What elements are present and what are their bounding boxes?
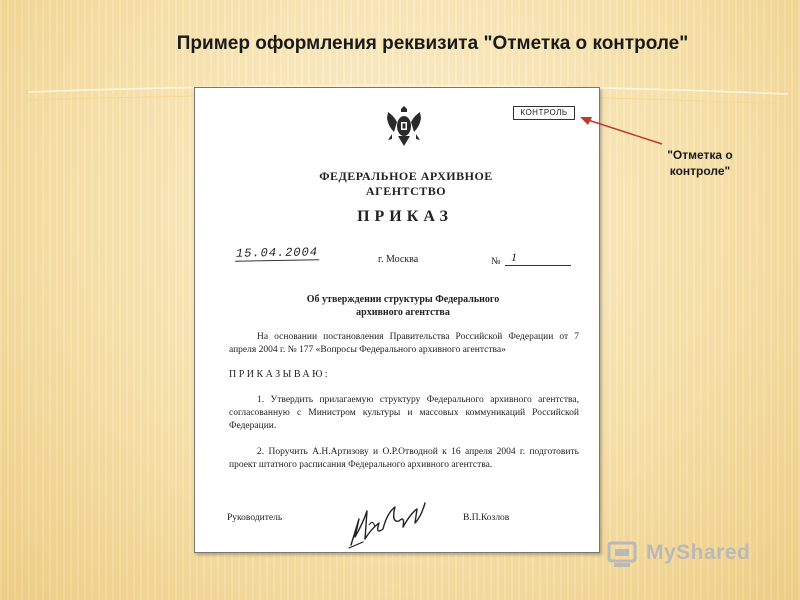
order-item-1: 1. Утвердить прилагаемую структуру Федерального архивного агентства, согласованную с Министром культуры и массовых коммуникаций Российской Федерации. xyxy=(229,395,579,431)
watermark-text: MyShared xyxy=(646,541,751,564)
number-sign: № xyxy=(491,256,501,267)
order-number: 1 xyxy=(505,250,571,266)
control-stamp: КОНТРОЛЬ xyxy=(513,106,575,120)
myshared-logo-icon xyxy=(606,537,640,571)
order-date: 15.04.2004 xyxy=(235,245,319,261)
order-subject: Об утверждении структуры Федерального архивного агентства xyxy=(306,294,500,318)
order-title: ПРИКАЗ xyxy=(357,208,453,225)
order-document xyxy=(194,87,600,553)
basis-paragraph: На основании постановления Правительства Российской Федерации от 7 апреля 2004 г. № 177 «Вопросы Федерального архивного агентства» xyxy=(229,332,579,355)
callout-label: "Отметка о контроле" xyxy=(667,148,733,178)
slide-title: Пример оформления реквизита "Отметка о контроле" xyxy=(176,33,689,54)
myshared-watermark xyxy=(606,535,766,577)
agency-name: ФЕДЕРАЛЬНОЕ АРХИВНОЕ АГЕНТСТВО xyxy=(319,169,493,198)
signature-image xyxy=(345,493,440,551)
order-item-2: 2. Поручить А.Н.Артизову и О.Р.Отводной к 16 апреля 2004 г. подготовить проект штатного расписания Федерального архивного агентства. xyxy=(229,447,579,470)
arrow-icon xyxy=(576,112,666,152)
head-name: В.П.Козлов xyxy=(463,513,510,523)
state-emblem-icon xyxy=(380,102,428,148)
order-city: г. Москва xyxy=(378,254,419,265)
decree-word: ПРИКАЗЫВАЮ: xyxy=(229,369,331,380)
head-label: Руководитель xyxy=(227,513,283,523)
